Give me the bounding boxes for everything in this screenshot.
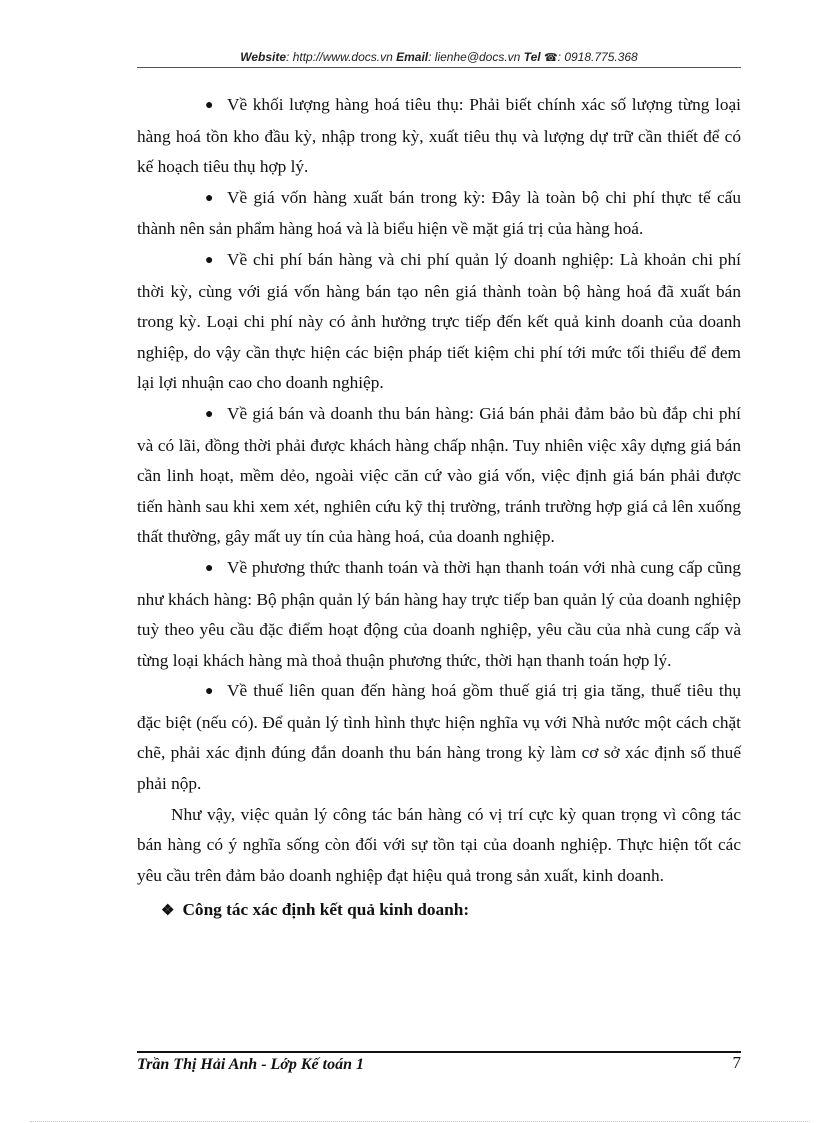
bullet-text: Về giá bán và doanh thu bán hàng: Giá bán phải đảm bảo bù đắp chi phí và có lãi, đồng thời phải được khách hàng chấp nhận. Tuy nhiên việc xây dựng giá bán cần linh hoạt, mềm dẻo, ngoài việc căn cứ vào giá vốn, việc định giá bán phải được tiến hành sau khi xem xét, nghiên cứu kỹ thị trường, tránh trường hợp giá cả lên xuống thất thường, gây mất uy tín của hàng hoá, của doanh nghiệp. <box>137 403 741 547</box>
bullet-text: Về thuế liên quan đến hàng hoá gồm thuế giá trị gia tăng, thuế tiêu thụ đặc biệt (nếu có). Để quản lý tình hình thực hiện nghĩa vụ với Nhà nước một cách chặt chẽ, phải xác định đúng đắn doanh thu bán hàng trong kỳ làm cơ sở xác định số thuế phải nộp. <box>137 681 741 794</box>
bullet-icon: ● <box>205 98 214 113</box>
summary-paragraph: Như vậy, việc quản lý công tác bán hàng có vị trí cực kỳ quan trọng vì công tác bán hàng có ý nghĩa sống còn đối với sự tồn tại của doanh nghiệp. Thực hiện tốt các yêu cầu trên đảm bảo doanh nghiệp đạt hiệu quả trong sản xuất, kinh doanh. <box>137 804 741 885</box>
page-number: 7 <box>732 1053 741 1072</box>
bullet-icon: ● <box>205 406 214 422</box>
bullet-text: Về giá vốn hàng xuất bán trong kỳ: Đây là toàn bộ chi phí thực tế cấu thành nên sản phẩm hàng hoá và là biểu hiện về mặt giá trị của hàng hoá. <box>137 187 741 239</box>
tel-label: Tel <box>523 50 541 64</box>
bullet-paragraph <box>137 399 741 553</box>
bullet-paragraph <box>137 553 741 676</box>
page-header <box>137 50 741 68</box>
section-heading <box>137 895 741 927</box>
bullet-text: Về phương thức thanh toán và thời hạn thanh toán với nhà cung cấp cũng như khách hàng: Bộ phận quản lý bán hàng hay trực tiếp ban quản lý của doanh nghiệp tuỳ theo yêu cầu đặc điểm hoạt động của doanh nghiệp, yêu cầu của nhà cung cấp và từng loại khách hàng mà thoả thuận phương thức, thời hạn thanh toán hợp lý. <box>137 557 741 670</box>
bullet-icon: ● <box>205 252 214 268</box>
footer-author: Trần Thị Hải Anh - Lớp Kế toán 1 <box>137 1056 364 1073</box>
page-edge-divider <box>30 1121 810 1122</box>
telephone-icon: ☎ <box>543 52 558 64</box>
email-value: : lienhe@docs.vn <box>428 50 521 64</box>
footer-divider <box>137 1051 741 1053</box>
document-body <box>137 90 741 927</box>
bullet-paragraph <box>137 183 741 245</box>
bullet-paragraph <box>137 245 741 399</box>
diamond-bullet-icon: ❖ <box>161 903 175 920</box>
bullet-icon: ● <box>205 560 214 576</box>
tel-value: : 0918.775.368 <box>557 50 638 64</box>
bullet-icon: ● <box>205 190 214 206</box>
bullet-paragraph <box>137 676 741 799</box>
website-label: Website <box>240 50 287 64</box>
bullet-paragraph <box>137 90 741 183</box>
bullet-text: Về khối lượng hàng hoá tiêu thụ: Phải biết chính xác số lượng từng loại hàng hoá tồn kho đầu kỳ, nhập trong kỳ, xuất tiêu thụ và lượng dự trữ cần thiết để có kế hoạch tiêu thụ hợp lý. <box>137 95 741 177</box>
email-label: Email <box>396 50 429 64</box>
bullet-text: Về chi phí bán hàng và chi phí quản lý doanh nghiệp: Là khoản chi phí thời kỳ, cùng với giá vốn hàng bán tạo nên giá thành toàn bộ hàng hoá đã xuất bán trong kỳ. Loại chi phí này có ảnh hưởng trực tiếp đến kết quả kinh doanh của doanh nghiệp, do vậy cần thực hiện các biện pháp tiết kiệm chi phí tới mức tối thiểu để đem lại lợi nhuận cao cho doanh nghiệp. <box>137 249 741 393</box>
section-heading-text: Công tác xác định kết quả kinh doanh: <box>182 900 470 920</box>
bullet-icon: ● <box>205 684 214 700</box>
website-value: : http://www.docs.vn <box>286 50 393 64</box>
